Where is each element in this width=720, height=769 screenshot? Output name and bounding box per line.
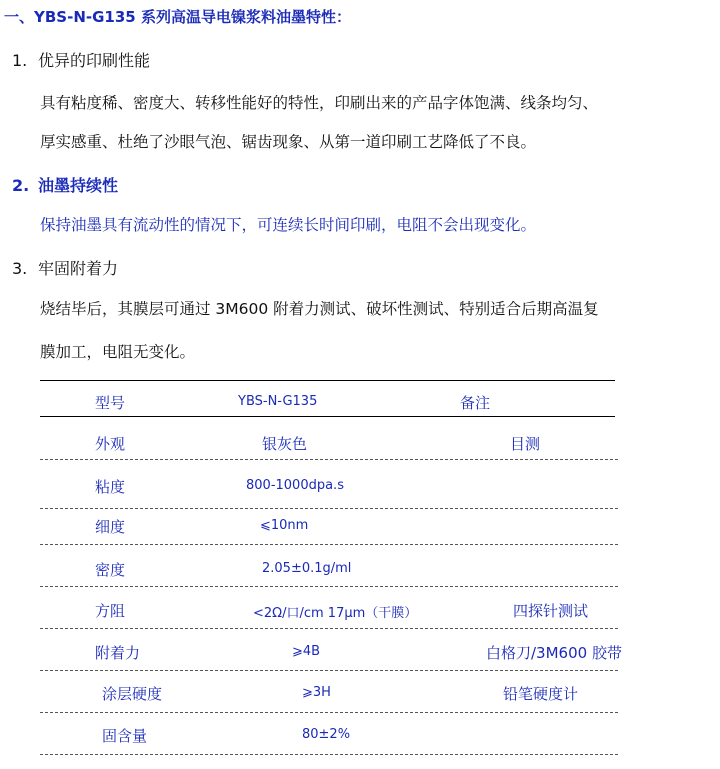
table-row-2-note: 目测 [510,435,541,453]
table-row-5-value: 2.05±0.1g/ml [262,561,352,576]
table-row-1-label: 型号 [95,394,126,412]
table-row-2-value: 银灰色 [262,435,308,453]
page-heading: 一、YBS-N-G135 系列高温导电镍浆料油墨特性： [4,8,351,26]
table-rule [40,754,618,755]
section-2-line-1: 保持油墨具有流动性的情况下，可连续长时间印刷，电阻不会出现变化。 [40,216,537,234]
table-row-3-label: 粘度 [95,478,126,496]
table-row-6-value: <2Ω/口/cm 17μm（干膜） [253,606,418,621]
table-row-1-value: YBS-N-G135 [238,394,318,409]
section-2-number: 2. [12,176,30,195]
section-2-title [12,173,118,196]
table-row-5-label: 密度 [95,561,126,579]
section-3-line-2: 膜加工，电阻无变化。 [40,343,196,361]
table-row-8-label: 涂层硬度 [102,685,163,703]
table-rule [40,459,618,460]
section-1-line-2: 厚实感重、杜绝了沙眼气泡、锯齿现象、从第一道印刷工艺降低了不良。 [40,133,537,151]
section-1-title-text: 优异的印刷性能 [38,51,151,70]
table-row-8-value: ⩾3H [302,685,331,700]
table-row-7-label: 附着力 [95,644,141,662]
table-row-4-value: ⩽10nm [260,518,309,533]
section-3-title [12,256,118,279]
table-row-6-note: 四探针测试 [513,602,589,620]
table-row-7-note: 白格刀/3M600 胶带 [486,644,622,662]
table-row-1-note: 备注 [460,394,491,412]
table-row-9-label: 固含量 [102,727,148,745]
section-3-title-text: 牢固附着力 [38,259,119,278]
table-rule [40,544,618,545]
section-3-number: 3. [12,259,28,278]
table-rule [40,416,615,417]
table-row-2-label: 外观 [95,435,126,453]
table-rule [40,712,618,713]
section-3-line-1: 烧结毕后，其膜层可通过 3M600 附着力测试、破坏性测试、特别适合后期高温复 [40,300,599,318]
table-rule [40,670,618,671]
table-row-4-label: 细度 [95,518,126,536]
table-row-6-label: 方阻 [95,602,126,620]
table-rule [40,628,618,629]
table-rule [40,380,615,381]
section-1-title [12,48,150,71]
table-row-9-value: 80±2% [302,727,351,742]
section-1-number: 1. [12,51,28,70]
table-rule [40,586,618,587]
section-1-line-1: 具有粘度稀、密度大、转移性能好的特性，印刷出来的产品字体饱满、线条均匀、 [40,94,599,112]
table-row-7-value: ⩾4B [292,644,321,659]
table-rule [40,508,618,509]
table-row-8-note: 铅笔硬度计 [503,685,579,703]
section-2-title-text: 油墨持续性 [38,176,119,195]
table-row-3-value: 800-1000dpa.s [246,478,344,493]
